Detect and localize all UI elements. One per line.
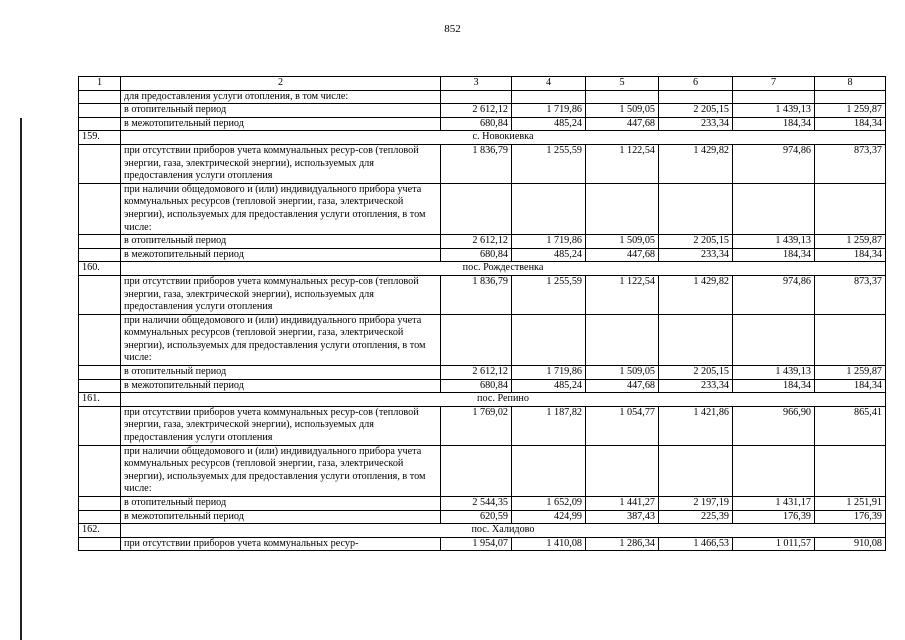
value-cell: 680,84 xyxy=(441,379,512,393)
scan-margin-line xyxy=(20,118,22,640)
value-cell: 225,39 xyxy=(659,510,733,524)
value-cell xyxy=(815,445,886,496)
value-cell xyxy=(441,90,512,104)
value-cell xyxy=(441,445,512,496)
value-cell xyxy=(441,314,512,365)
value-cell: 1 836,79 xyxy=(441,275,512,314)
section-title: пос. Рождественка xyxy=(121,262,886,276)
description-cell: в отопительный период xyxy=(121,235,441,249)
value-cell: 2 205,15 xyxy=(659,104,733,118)
description-cell: при наличии общедомового и (или) индивидуального прибора учета коммунальных ресурсов (тепловой энергии, газа, электрической энергии), используемых для предоставления услуги отопления, в том числе: xyxy=(121,183,441,234)
table-header-row xyxy=(79,77,886,91)
value-cell xyxy=(586,445,659,496)
value-cell: 1 122,54 xyxy=(586,144,659,183)
value-cell xyxy=(733,445,815,496)
value-cell: 485,24 xyxy=(512,248,586,262)
description-cell: в отопительный период xyxy=(121,366,441,380)
value-cell: 184,34 xyxy=(733,248,815,262)
value-cell: 1 431,17 xyxy=(733,497,815,511)
table-row xyxy=(79,275,886,314)
value-cell: 974,86 xyxy=(733,144,815,183)
row-number xyxy=(79,104,121,118)
header-cell: 8 xyxy=(815,77,886,91)
value-cell: 1 410,08 xyxy=(512,537,586,551)
value-cell: 447,68 xyxy=(586,248,659,262)
row-number xyxy=(79,275,121,314)
table-row xyxy=(79,183,886,234)
value-cell xyxy=(659,445,733,496)
table-row xyxy=(79,366,886,380)
value-cell: 1 719,86 xyxy=(512,366,586,380)
row-number xyxy=(79,117,121,131)
section-title: пос. Халидово xyxy=(121,524,886,538)
description-cell: при отсутствии приборов учета коммунальных ресур- xyxy=(121,537,441,551)
value-cell: 233,34 xyxy=(659,248,733,262)
value-cell: 1 255,59 xyxy=(512,275,586,314)
value-cell: 1 509,05 xyxy=(586,235,659,249)
header-cell: 2 xyxy=(121,77,441,91)
value-cell xyxy=(733,314,815,365)
value-cell xyxy=(586,183,659,234)
value-cell: 424,99 xyxy=(512,510,586,524)
header-cell: 4 xyxy=(512,77,586,91)
value-cell: 184,34 xyxy=(815,248,886,262)
row-number xyxy=(79,235,121,249)
table-row xyxy=(79,235,886,249)
value-cell: 1 259,87 xyxy=(815,235,886,249)
value-cell: 1 719,86 xyxy=(512,235,586,249)
value-cell: 1 259,87 xyxy=(815,104,886,118)
table-row xyxy=(79,248,886,262)
table-row xyxy=(79,117,886,131)
value-cell: 2 205,15 xyxy=(659,235,733,249)
value-cell: 974,86 xyxy=(733,275,815,314)
description-cell: при наличии общедомового и (или) индивидуального прибора учета коммунальных ресурсов (тепловой энергии, газа, электрической энергии), используемых для предоставления услуги отопления, в том числе: xyxy=(121,445,441,496)
description-cell: в межотопительный период xyxy=(121,117,441,131)
value-cell xyxy=(815,314,886,365)
value-cell: 1 259,87 xyxy=(815,366,886,380)
header-cell: 1 xyxy=(79,77,121,91)
description-cell: в межотопительный период xyxy=(121,379,441,393)
value-cell: 1 122,54 xyxy=(586,275,659,314)
value-cell: 1 441,27 xyxy=(586,497,659,511)
value-cell: 233,34 xyxy=(659,117,733,131)
table-row xyxy=(79,497,886,511)
description-cell: при отсутствии приборов учета коммунальных ресур-сов (тепловой энергии, газа, электрической энергии), используемых для предоставления услуги отопления xyxy=(121,275,441,314)
value-cell: 485,24 xyxy=(512,117,586,131)
table-row xyxy=(79,406,886,445)
value-cell xyxy=(659,314,733,365)
header-cell: 5 xyxy=(586,77,659,91)
value-cell: 2 544,35 xyxy=(441,497,512,511)
value-cell xyxy=(512,183,586,234)
value-cell: 1 187,82 xyxy=(512,406,586,445)
table-row xyxy=(79,445,886,496)
value-cell: 620,59 xyxy=(441,510,512,524)
value-cell xyxy=(512,445,586,496)
section-row xyxy=(79,262,886,276)
value-cell: 1 719,86 xyxy=(512,104,586,118)
value-cell: 1 652,09 xyxy=(512,497,586,511)
value-cell: 1 509,05 xyxy=(586,366,659,380)
row-number: 162. xyxy=(79,524,121,538)
value-cell: 447,68 xyxy=(586,379,659,393)
value-cell: 1 429,82 xyxy=(659,275,733,314)
value-cell: 2 197,19 xyxy=(659,497,733,511)
value-cell: 1 439,13 xyxy=(733,366,815,380)
row-number xyxy=(79,497,121,511)
description-cell: при отсутствии приборов учета коммунальных ресур-сов (тепловой энергии, газа, электрической энергии), используемых для предоставления услуги отопления xyxy=(121,144,441,183)
row-number xyxy=(79,144,121,183)
description-cell: в отопительный период xyxy=(121,497,441,511)
table-row xyxy=(79,510,886,524)
value-cell: 1 255,59 xyxy=(512,144,586,183)
value-cell: 1 251,91 xyxy=(815,497,886,511)
value-cell: 2 205,15 xyxy=(659,366,733,380)
description-cell: при наличии общедомового и (или) индивидуального прибора учета коммунальных ресурсов (тепловой энергии, газа, электрической энергии), используемых для предоставления услуги отопления, в том числе: xyxy=(121,314,441,365)
table-row xyxy=(79,379,886,393)
table-row xyxy=(79,314,886,365)
section-row xyxy=(79,131,886,145)
value-cell: 1 769,02 xyxy=(441,406,512,445)
value-cell xyxy=(815,183,886,234)
row-number: 161. xyxy=(79,393,121,407)
value-cell xyxy=(512,314,586,365)
section-title: пос. Репино xyxy=(121,393,886,407)
value-cell xyxy=(441,183,512,234)
row-number xyxy=(79,537,121,551)
value-cell xyxy=(586,90,659,104)
value-cell xyxy=(659,90,733,104)
row-number: 160. xyxy=(79,262,121,276)
value-cell: 184,34 xyxy=(733,117,815,131)
section-row xyxy=(79,524,886,538)
row-number xyxy=(79,90,121,104)
value-cell: 1 429,82 xyxy=(659,144,733,183)
value-cell: 1 421,86 xyxy=(659,406,733,445)
value-cell xyxy=(659,183,733,234)
row-number xyxy=(79,406,121,445)
value-cell: 1 509,05 xyxy=(586,104,659,118)
header-cell: 3 xyxy=(441,77,512,91)
description-cell: в межотопительный период xyxy=(121,248,441,262)
value-cell: 873,37 xyxy=(815,144,886,183)
section-row xyxy=(79,393,886,407)
row-number xyxy=(79,366,121,380)
section-title: с. Новокиевка xyxy=(121,131,886,145)
value-cell: 910,08 xyxy=(815,537,886,551)
row-number xyxy=(79,445,121,496)
value-cell: 1 011,57 xyxy=(733,537,815,551)
row-number xyxy=(79,510,121,524)
value-cell: 447,68 xyxy=(586,117,659,131)
value-cell: 1 954,07 xyxy=(441,537,512,551)
row-number xyxy=(79,183,121,234)
value-cell xyxy=(733,183,815,234)
description-cell: для предоставления услуги отопления, в том числе: xyxy=(121,90,441,104)
value-cell: 1 054,77 xyxy=(586,406,659,445)
value-cell: 176,39 xyxy=(815,510,886,524)
value-cell: 176,39 xyxy=(733,510,815,524)
value-cell xyxy=(733,90,815,104)
value-cell: 184,34 xyxy=(815,117,886,131)
value-cell: 387,43 xyxy=(586,510,659,524)
value-cell xyxy=(586,314,659,365)
value-cell: 680,84 xyxy=(441,117,512,131)
table-row xyxy=(79,90,886,104)
tariff-table xyxy=(78,76,886,551)
row-number: 159. xyxy=(79,131,121,145)
value-cell: 184,34 xyxy=(733,379,815,393)
row-number xyxy=(79,248,121,262)
value-cell: 2 612,12 xyxy=(441,235,512,249)
value-cell xyxy=(815,90,886,104)
header-cell: 7 xyxy=(733,77,815,91)
value-cell: 1 439,13 xyxy=(733,235,815,249)
value-cell: 485,24 xyxy=(512,379,586,393)
value-cell: 1 466,53 xyxy=(659,537,733,551)
value-cell: 1 836,79 xyxy=(441,144,512,183)
description-cell: при отсутствии приборов учета коммунальных ресур-сов (тепловой энергии, газа, электрической энергии), используемых для предоставления услуги отопления xyxy=(121,406,441,445)
value-cell: 873,37 xyxy=(815,275,886,314)
value-cell: 680,84 xyxy=(441,248,512,262)
description-cell: в межотопительный период xyxy=(121,510,441,524)
table-body xyxy=(79,77,886,551)
value-cell: 865,41 xyxy=(815,406,886,445)
header-cell: 6 xyxy=(659,77,733,91)
row-number xyxy=(79,314,121,365)
value-cell: 184,34 xyxy=(815,379,886,393)
value-cell xyxy=(512,90,586,104)
value-cell: 1 439,13 xyxy=(733,104,815,118)
table-row xyxy=(79,144,886,183)
page-number: 852 xyxy=(444,23,461,35)
table-row xyxy=(79,104,886,118)
value-cell: 2 612,12 xyxy=(441,366,512,380)
description-cell: в отопительный период xyxy=(121,104,441,118)
table-row xyxy=(79,537,886,551)
value-cell: 966,90 xyxy=(733,406,815,445)
row-number xyxy=(79,379,121,393)
value-cell: 233,34 xyxy=(659,379,733,393)
value-cell: 2 612,12 xyxy=(441,104,512,118)
value-cell: 1 286,34 xyxy=(586,537,659,551)
